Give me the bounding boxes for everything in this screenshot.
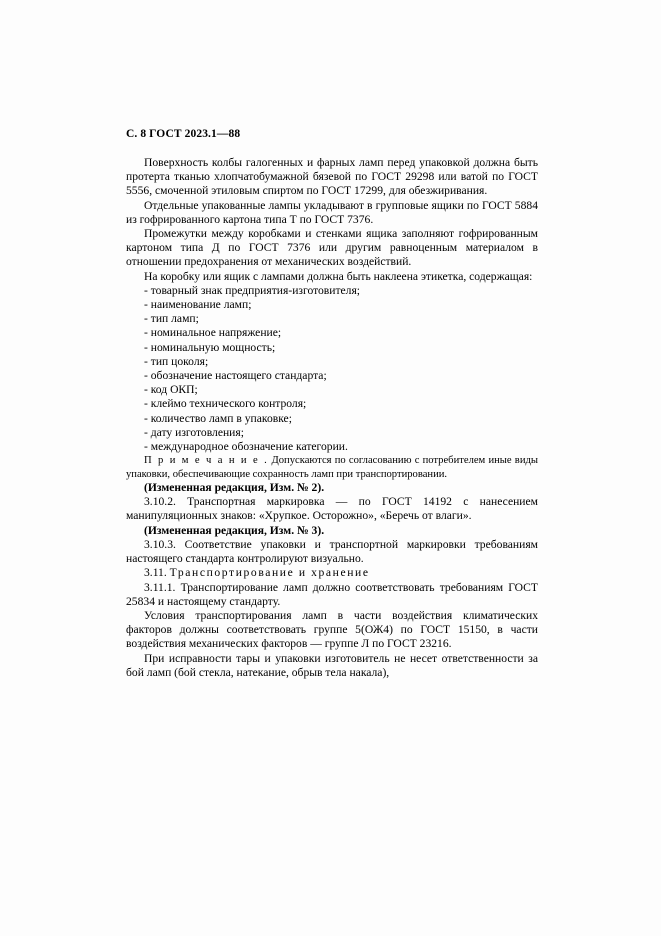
list-item: - тип цоколя; [144,354,209,368]
note-block [126,454,538,481]
list-item: - номинальную мощность; [144,340,276,354]
list-item: - дату изготовления; [144,425,244,439]
list-item: - международное обозначение категории. [144,440,348,454]
clause-3-10-2: 3.10.2. Транспортная маркировка — по ГОСТ 14192 с нанесением манипуляционных знаков: «Хрупкое. Осторожно», «Беречь от влаги». [126,495,538,523]
paragraph-gaps-filling: Промежутки между коробками и стенками ящика заполняют гофрированным картоном типа Д по ГОСТ 7376 или другим равноценным материалом в отношении предохранения от механических воздействий. [126,227,538,269]
clause-final: При исправности тары и упаковки изготовитель не несет ответственности за бой ламп (бой стекла, натекание, обрыв тела накала), [126,651,538,679]
section-number: 3.11. [144,566,167,580]
note-label: П р и м е ч а н и е . [144,455,269,467]
clause-3-11-1: 3.11.1. Транспортирование ламп должно соответствовать требованиям ГОСТ 25834 и настоящему стандарту. [126,580,538,608]
note-text: Допускаются по согласованию с потребителем иные виды упаковки, обеспечивающие сохранность ламп при транспортировании. [126,455,538,480]
paragraph-surface-cleaning: Поверхность колбы галогенных и фарных ламп перед упаковкой должна быть протерта тканью хлопчатобумажной бязевой по ГОСТ 29298 или ватой по ГОСТ 5556, смоченной этиловым спиртом по ГОСТ 17299, для обезжиривания. [126,156,538,198]
list-item: - номинальное напряжение; [144,326,282,340]
section-title: Транспортирование и хранение [169,566,370,580]
list-item: - обозначение настоящего стандарта; [144,369,327,383]
label-contents-list [126,284,538,454]
revision-note-2: (Измененная редакция, Изм. № 2). [144,481,325,495]
revision-note-3: (Измененная редакция, Изм. № 3). [144,523,325,537]
paragraph-group-boxes: Отдельные упакованные лампы укладывают в групповые ящики по ГОСТ 5884 из гофрированного картона типа Т по ГОСТ 7376. [126,198,538,226]
list-item: - клеймо технического контроля; [144,397,307,411]
list-item: - количество ламп в упаковке; [144,411,292,425]
page-content [126,128,538,680]
list-item: - наименование ламп; [144,298,252,312]
list-item: - код ОКП; [144,383,198,397]
list-item: - тип ламп; [144,312,199,326]
section-heading-3-11 [126,566,538,580]
clause-transport-conditions: Условия транспортирования ламп в части воздействия климатических факторов должны соответствовать группе 5(ОЖ4) по ГОСТ 15150, в части воздействия механических факторов — группе Л по ГОСТ 23216. [126,608,538,651]
paragraph-label-intro: На коробку или ящик с лампами должна быть наклеена этикетка, содержащая: [144,269,533,283]
page-header: С. 8 ГОСТ 2023.1—88 [126,128,241,140]
clause-3-10-3: 3.10.3. Соответствие упаковки и транспортной маркировки требованиям настоящего стандарта контролируют визуально. [126,537,538,566]
list-item: - товарный знак предприятия-изготовителя; [144,283,361,297]
